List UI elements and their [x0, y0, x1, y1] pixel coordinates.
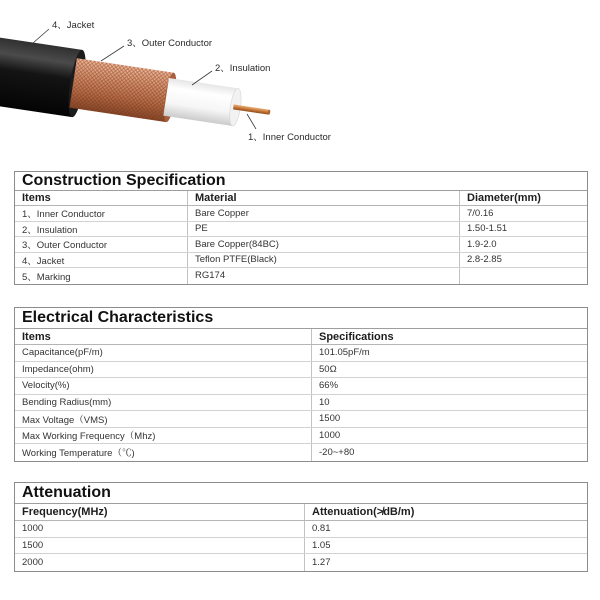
coaxial-cable-diagram — [0, 0, 600, 160]
insulation-label: 2、Insulation — [215, 63, 271, 74]
table-row — [15, 444, 587, 461]
diameter-cell: 1.9-2.0 — [459, 237, 587, 252]
frequency-cell: 1000 — [22, 523, 44, 535]
value-cell: 66% — [311, 378, 587, 394]
frequency-cell: 1500 — [22, 539, 44, 551]
item-cell: Working Temperature（℃) — [22, 448, 135, 460]
frequency-cell: 2000 — [22, 556, 44, 568]
table-row — [15, 395, 587, 412]
insulation — [163, 78, 243, 127]
electrical-characteristics-table — [14, 307, 588, 462]
item-cell: 1、Inner Conductor — [22, 209, 105, 221]
outer-conductor-label: 3、Outer Conductor — [127, 38, 213, 49]
table-row — [15, 521, 587, 538]
attenuation-value-cell: 0.81 — [304, 521, 587, 537]
table-row — [15, 206, 587, 222]
table-title: Construction Specification — [15, 172, 587, 191]
table-header-row — [15, 329, 587, 345]
table-row — [15, 222, 587, 238]
braid-weave-texture — [69, 58, 173, 122]
item-cell: Impedance(ohm) — [22, 363, 94, 375]
outer-conductor-leader-line — [101, 46, 124, 61]
outer-conductor-braid — [69, 58, 178, 123]
attenuation-value-cell: 1.05 — [304, 538, 587, 554]
table-row — [15, 428, 587, 445]
table-header-row — [15, 191, 587, 206]
material-cell: PE — [187, 222, 459, 237]
attenuation-table — [14, 482, 588, 572]
table-row — [15, 554, 587, 571]
item-cell: Bending Radius(mm) — [22, 396, 112, 408]
insulation-body — [163, 78, 238, 126]
insulation-leader-line — [192, 71, 212, 85]
diameter-cell: 2.8-2.85 — [459, 253, 587, 268]
table-row — [15, 268, 587, 284]
attenuation-value-cell: 1.27 — [304, 554, 587, 571]
table-row — [15, 237, 587, 253]
table-row — [15, 362, 587, 379]
item-cell: Capacitance(pF/m) — [22, 347, 103, 359]
table-row — [15, 253, 587, 269]
item-cell: Max Voltage（VMS) — [22, 414, 108, 426]
column-header-diameter: Diameter(mm) — [459, 191, 587, 205]
column-header-material: Material — [187, 191, 459, 205]
table-row — [15, 538, 587, 555]
value-cell: 10 — [311, 395, 587, 411]
inner-conductor-leader-line — [247, 114, 256, 129]
material-cell: RG174 — [187, 268, 459, 284]
value-cell: 101.05pF/m — [311, 345, 587, 361]
column-header-specifications: Specifications — [311, 329, 587, 344]
material-cell: Teflon PTFE(Black) — [187, 253, 459, 268]
column-header-items: Items — [22, 192, 51, 204]
item-cell: Max Working Frequency（Mhz) — [22, 431, 156, 443]
table-row — [15, 345, 587, 362]
item-cell: 3、Outer Conductor — [22, 240, 108, 252]
inner-conductor-label: 1、Inner Conductor — [248, 132, 331, 143]
column-header-frequency: Frequency(MHz) — [22, 506, 108, 518]
item-cell: Velocity(%) — [22, 380, 70, 392]
diameter-cell — [459, 268, 587, 284]
value-cell: 1500 — [311, 411, 587, 427]
table-header-row — [15, 504, 587, 521]
cable — [0, 35, 275, 146]
table-row — [15, 411, 587, 428]
table-title: Electrical Characteristics — [15, 308, 587, 329]
item-cell: 2、Insulation — [22, 224, 78, 236]
diameter-cell: 1.50-1.51 — [459, 222, 587, 237]
value-cell: 50Ω — [311, 362, 587, 378]
table-row — [15, 378, 587, 395]
item-cell: 5、Marking — [22, 271, 71, 283]
construction-specification-table — [14, 171, 588, 285]
item-cell: 4、Jacket — [22, 255, 65, 267]
value-cell: -20~+80 — [311, 444, 587, 461]
column-header-attenuation: Attenuation(≯dB/m) — [304, 504, 587, 520]
column-header-items: Items — [22, 330, 51, 343]
value-cell: 1000 — [311, 428, 587, 444]
diameter-cell: 7/0.16 — [459, 206, 587, 221]
material-cell: Bare Copper(84BC) — [187, 237, 459, 252]
material-cell: Bare Copper — [187, 206, 459, 221]
jacket-label: 4、Jacket — [52, 20, 95, 31]
jacket-leader-line — [33, 29, 49, 43]
table-title: Attenuation — [15, 483, 587, 504]
